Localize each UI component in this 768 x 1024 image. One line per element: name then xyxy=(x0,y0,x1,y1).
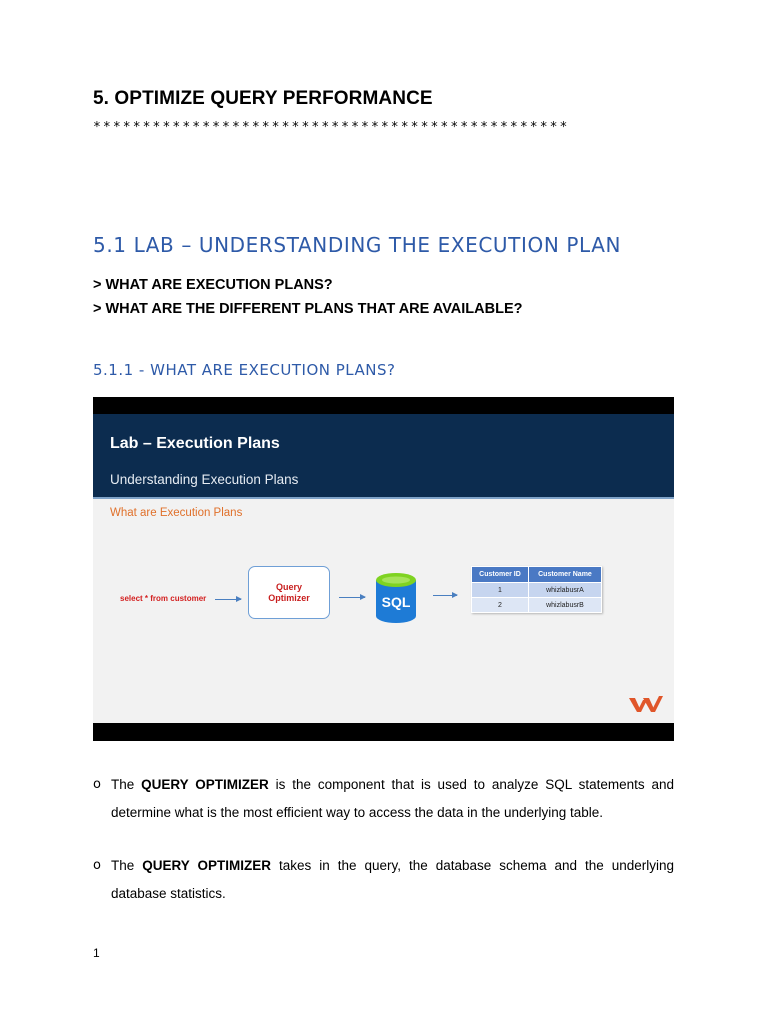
question-line: > WHAT ARE THE DIFFERENT PLANS THAT ARE AVAILABLE? xyxy=(93,301,523,317)
page-number: 1 xyxy=(93,946,100,960)
column-header: Customer ID xyxy=(472,567,529,583)
execution-plan-slide-image xyxy=(93,397,674,741)
table-header-row xyxy=(472,567,602,583)
table-cell: whizlabusrB xyxy=(528,598,601,613)
table-cell: 1 xyxy=(472,583,529,598)
bullet-item xyxy=(93,852,674,908)
slide-title: Lab – Execution Plans xyxy=(110,435,280,452)
table-row xyxy=(472,583,602,598)
bullet-marker: o xyxy=(93,777,101,792)
section-heading: 5.1 LAB – UNDERSTANDING THE EXECUTION PLAN xyxy=(93,233,622,257)
slide-header xyxy=(93,414,674,497)
question-line: > WHAT ARE EXECUTION PLANS? xyxy=(93,277,333,293)
sql-database-icon xyxy=(375,572,417,624)
slide-divider xyxy=(93,497,674,499)
bullet-text-post: takes in the query, the database schema and the underlying database statistics. xyxy=(111,858,675,901)
result-table xyxy=(471,566,602,613)
query-optimizer-box: Query Optimizer xyxy=(248,566,330,619)
flow-arrow-icon xyxy=(339,597,365,598)
bullet-text-bold: QUERY OPTIMIZER xyxy=(142,858,271,873)
table-cell: whizlabusrA xyxy=(528,583,601,598)
page-title: 5. OPTIMIZE QUERY PERFORMANCE xyxy=(93,88,433,109)
whizlabs-logo-icon xyxy=(628,694,664,714)
flow-arrow-icon xyxy=(215,599,241,600)
flow-arrow-icon xyxy=(433,595,457,596)
bullet-text-post: is the component that is used to analyze SQL statements and determine what is the most efficient way to access the data in the underlying table. xyxy=(111,777,675,820)
bullet-marker: o xyxy=(93,858,101,873)
slide-subtitle: Understanding Execution Plans xyxy=(110,472,299,487)
slide-section-label: What are Execution Plans xyxy=(110,507,243,519)
bullet-text xyxy=(111,771,674,827)
bullet-text xyxy=(111,852,674,908)
column-header: Customer Name xyxy=(528,567,601,583)
table-row xyxy=(472,598,602,613)
slide-body xyxy=(93,414,674,723)
bullet-item xyxy=(93,771,674,827)
asterisk-divider: ************************************************ xyxy=(93,120,570,135)
subsection-heading: 5.1.1 - WHAT ARE EXECUTION PLANS? xyxy=(93,361,396,379)
query-text: select * from customer xyxy=(120,594,207,603)
bullet-text-pre: The xyxy=(111,777,142,792)
bullet-text-bold: QUERY OPTIMIZER xyxy=(141,777,269,792)
bullet-text-pre: The xyxy=(111,858,143,873)
table-cell: 2 xyxy=(472,598,529,613)
db-label: SQL xyxy=(381,594,411,610)
